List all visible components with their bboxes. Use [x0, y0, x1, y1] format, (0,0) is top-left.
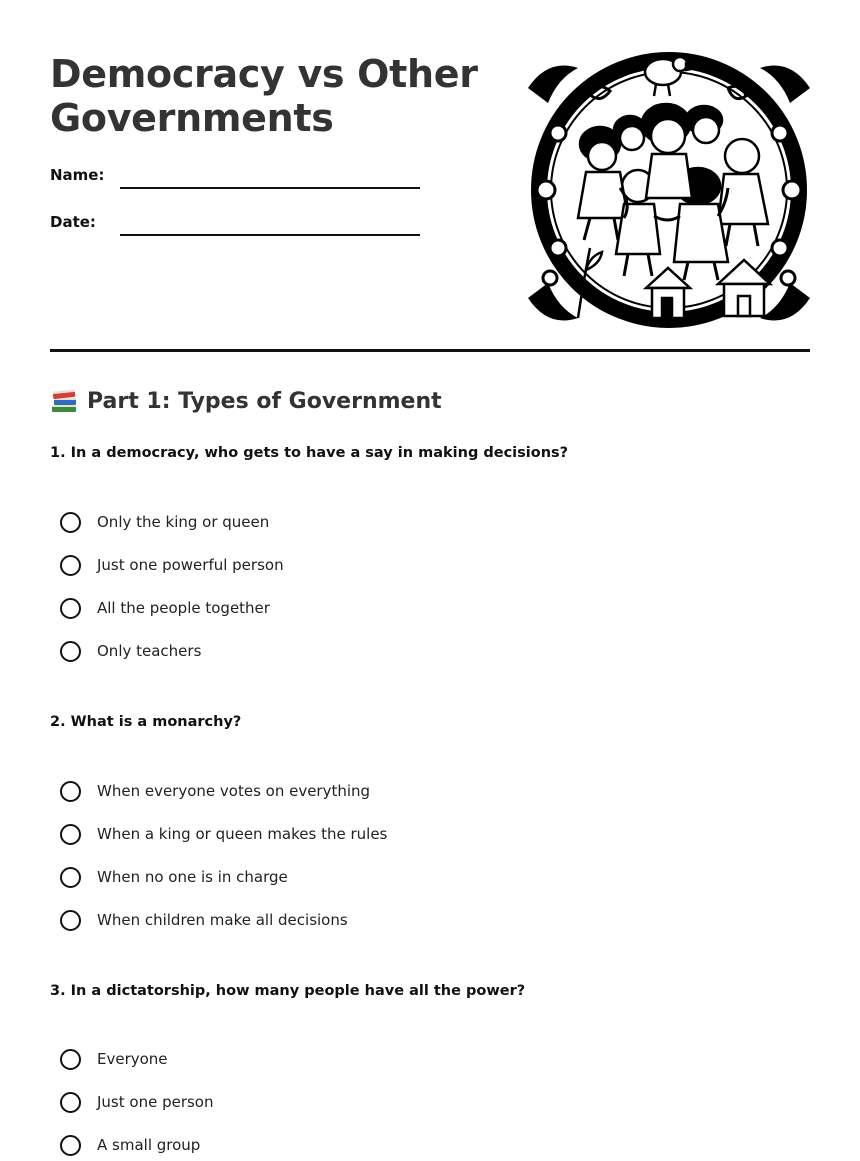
- option-label: When a king or queen makes the rules: [97, 825, 388, 843]
- q3-option-1[interactable]: [60, 1046, 168, 1072]
- q1-option-4[interactable]: [60, 638, 201, 664]
- radio-button[interactable]: [60, 512, 81, 533]
- radio-button[interactable]: [60, 824, 81, 845]
- q3-option-3[interactable]: [60, 1132, 200, 1158]
- radio-button[interactable]: [60, 1092, 81, 1113]
- radio-button[interactable]: [60, 867, 81, 888]
- radio-button[interactable]: [60, 555, 81, 576]
- name-label: Name:: [50, 166, 105, 184]
- option-label: When no one is in charge: [97, 868, 288, 886]
- q2-option-3[interactable]: [60, 864, 288, 890]
- section-heading: [50, 388, 442, 414]
- option-label: Everyone: [97, 1050, 168, 1068]
- children-holding-hands-illustration: [528, 48, 810, 332]
- question-2: 2. What is a monarchy?: [50, 714, 242, 730]
- option-label: All the people together: [97, 599, 270, 617]
- option-label: Only the king or queen: [97, 513, 270, 531]
- option-label: A small group: [97, 1136, 201, 1154]
- section-title: Part 1: Types of Government: [87, 388, 442, 414]
- date-field[interactable]: [120, 234, 420, 236]
- radio-button[interactable]: [60, 910, 81, 931]
- radio-button[interactable]: [60, 598, 81, 619]
- title-line-2: Governments: [50, 96, 334, 140]
- q2-option-4[interactable]: [60, 907, 348, 933]
- option-label: When everyone votes on everything: [97, 782, 371, 800]
- date-label: Date:: [50, 213, 96, 231]
- radio-button[interactable]: [60, 1135, 81, 1156]
- option-label: Just one person: [97, 1093, 214, 1111]
- name-field[interactable]: [120, 187, 420, 189]
- q2-option-2[interactable]: [60, 821, 387, 847]
- radio-button[interactable]: [60, 641, 81, 662]
- option-label: When children make all decisions: [97, 911, 348, 929]
- q1-option-1[interactable]: [60, 509, 269, 535]
- books-icon: [50, 388, 78, 414]
- radio-button[interactable]: [60, 1049, 81, 1070]
- q1-option-2[interactable]: [60, 552, 284, 578]
- q3-option-2[interactable]: [60, 1089, 214, 1115]
- radio-button[interactable]: [60, 781, 81, 802]
- option-label: Only teachers: [97, 642, 202, 660]
- q1-option-3[interactable]: [60, 595, 270, 621]
- question-3: 3. In a dictatorship, how many people have all the power?: [50, 983, 526, 999]
- header-divider: [50, 349, 810, 352]
- question-1: 1. In a democracy, who gets to have a say in making decisions?: [50, 445, 569, 461]
- q2-option-1[interactable]: [60, 778, 370, 804]
- option-label: Just one powerful person: [97, 556, 284, 574]
- title-line-1: Democracy vs Other: [50, 52, 478, 96]
- worksheet-title: [50, 52, 510, 140]
